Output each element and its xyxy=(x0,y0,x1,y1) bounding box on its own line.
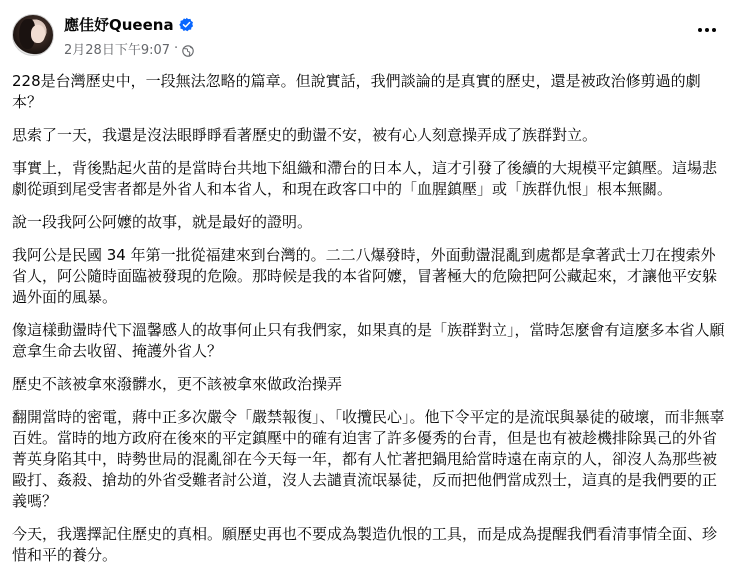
verified-badge-icon xyxy=(179,17,194,32)
post-paragraph: 228是台灣歷史中，一段無法忽略的篇章。但說實話，我們談論的是真實的歷史，還是被政治修剪過的劇本？ xyxy=(12,72,701,111)
post-paragraph: 像這樣動盪時代下溫馨感人的故事何止只有我們家，如果真的是「族群對立」，當時怎麼會有這麼多本省人願意拿生命去收留、掩護外省人？ xyxy=(12,321,725,360)
post-paragraph: 翻開當時的密電，蔣中正多次嚴令「嚴禁報復」、「收攬民心」。他下令平定的是流氓與暴徒的破壞，而非無辜百姓。當時的地方政府在後來的平定鎮壓中的確有迫害了許多優秀的台青，但是也有被趁機排除異己的外省菁英身陷其中，時勢世局的混亂卻在今天每一年，都有人忙著把鍋甩給當時遠在南京的人，卻沒人為那些被毆打、姦殺、搶劫的外省受難者討公道，沒人去譴責流氓暴徒，反而把他們當成烈士，這真的是我們要的正義嗎？ xyxy=(12,408,725,510)
globe-icon[interactable] xyxy=(182,42,194,54)
more-options-button[interactable] xyxy=(692,20,722,40)
author-name[interactable]: 應佳妤Queena xyxy=(64,15,174,34)
post-timestamp[interactable]: 2月28日下午9:07 xyxy=(64,42,171,58)
post-header xyxy=(12,12,728,62)
more-horizontal-icon xyxy=(697,27,717,33)
post-paragraph: 事實上，背後點起火苗的是當時台共地下組織和滯台的日本人，這才引發了後續的大規模平定鎮壓。這場悲劇從頭到尾受害者都是外省人和本省人，和現在政客口中的「血腥鎮壓」或「族群仇恨」根本無關。 xyxy=(12,159,718,198)
post-paragraph: 說一段我阿公阿嬤的故事，就是最好的證明。 xyxy=(12,213,313,231)
time-row xyxy=(64,38,194,58)
avatar-face-shape xyxy=(31,25,45,43)
post-meta xyxy=(64,12,194,58)
dot-separator: · xyxy=(174,40,179,56)
post-paragraph: 今天，我選擇記住歷史的真相。願歷史再也不要成為製造仇恨的工具，而是成為提醒我們看清事情全面、珍惜和平的養分。 xyxy=(12,525,718,564)
post-paragraph: 思索了一天，我還是沒法眼睜睜看著歷史的動盪不安，被有心人刻意操弄成了族群對立。 xyxy=(12,126,598,144)
author-row xyxy=(64,12,194,36)
post-body xyxy=(12,71,728,578)
post-paragraph: 我阿公是民國 34 年第一批從福建來到台灣的。二二八爆發時，外面動盪混亂到處都是拿著武士刀在搜索外省人，阿公隨時面臨被發現的危險。那時候是我的本省阿嬤，冒著極大的危險把阿公藏起來，才讓他平安躲過外面的風暴。 xyxy=(12,246,718,306)
post-paragraph: 歷史不該被拿來潑髒水，更不該被拿來做政治操弄 xyxy=(12,375,343,393)
avatar[interactable] xyxy=(12,14,54,56)
